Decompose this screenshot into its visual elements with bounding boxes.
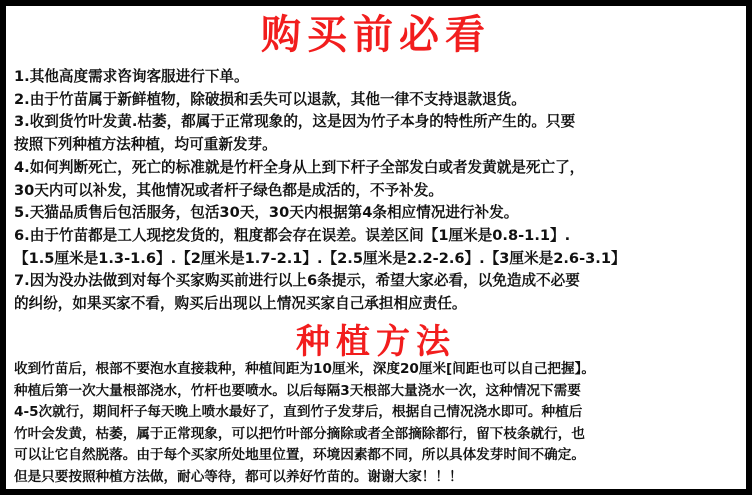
notice-line: 6.由于竹苗都是工人现挖发货的，粗度都会存在误差。误差区间【1厘米是0.8-1.1】. [14, 226, 571, 244]
notice-line: 1.其他高度需求咨询客服进行下单。 [14, 68, 249, 85]
notice-line: 7.因为没办法做到对每个买家购买前进行以上6条提示，希望大家必看，以免造成不必要 [14, 272, 580, 290]
notice-line: 4.如何判断死亡，死亡的标准就是竹杆全身从上到下杆子全部发白或者发黄就是死亡了， [14, 158, 585, 176]
notice-line: 30天内可以补发，其他情况或者杆子绿色都是成活的，不予补发。 [14, 181, 443, 199]
planting-method-title: 种植方法 [296, 322, 456, 362]
notice-panel [6, 6, 746, 489]
purchase-notice-title: 购买前必看 [261, 12, 491, 58]
method-line: 竹叶会发黄，枯萎，属于正常现象，可以把竹叶部分摘除或者全部摘除都行，留下枝条就行，也 [14, 425, 585, 442]
notice-line: 【1.5厘米是1.3-1.6】.【2厘米是1.7-2.1】.【2.5厘米是2.2-2.6】.【3厘米是2.6-3.1】 [14, 249, 626, 267]
method-line: 可以让它自然脱落。由于每个买家所处地里位置，环境因素都不同，所以具体发芽时间不确定。 [14, 447, 585, 463]
method-line: 种植后第一次大量根部浇水，竹杆也要喷水。以后每隔3天根部大量浇水一次，这种情况下需要 [14, 382, 581, 399]
planting-method-text [14, 359, 742, 488]
notice-line: 3.收到货竹叶发黄.枯萎，都属于正常现象的，这是因为竹子本身的特性所产生的。只要 [14, 113, 576, 131]
method-line: 4-5次就行，期间杆子每天晚上喷水最好了，直到竹子发芽后，根据自己情况浇水即可。种植后 [14, 404, 583, 420]
notice-line: 的纠纷，如果买家不看，购买后出现以上情况买家自己承担相应责任。 [14, 295, 467, 313]
notice-line: 按照下列种植方法种植，均可重新发芽。 [14, 136, 277, 154]
method-line: 但是只要按照种植方法做，耐心等待，都可以养好竹苗的。谢谢大家！！！ [14, 468, 463, 485]
notice-line: 5.天猫品质售后包活服务，包活30天，30天内根据第4条相应情况进行补发。 [14, 204, 519, 222]
method-line: 收到竹苗后，根部不要泡水直接栽种，种植间距为10厘米，深度20厘米[间距也可以自己把握】。 [14, 361, 595, 377]
notice-list [14, 66, 742, 316]
notice-line: 2.由于竹苗属于新鲜植物，除破损和丢失可以退款，其他一律不支持退款退货。 [14, 90, 526, 108]
